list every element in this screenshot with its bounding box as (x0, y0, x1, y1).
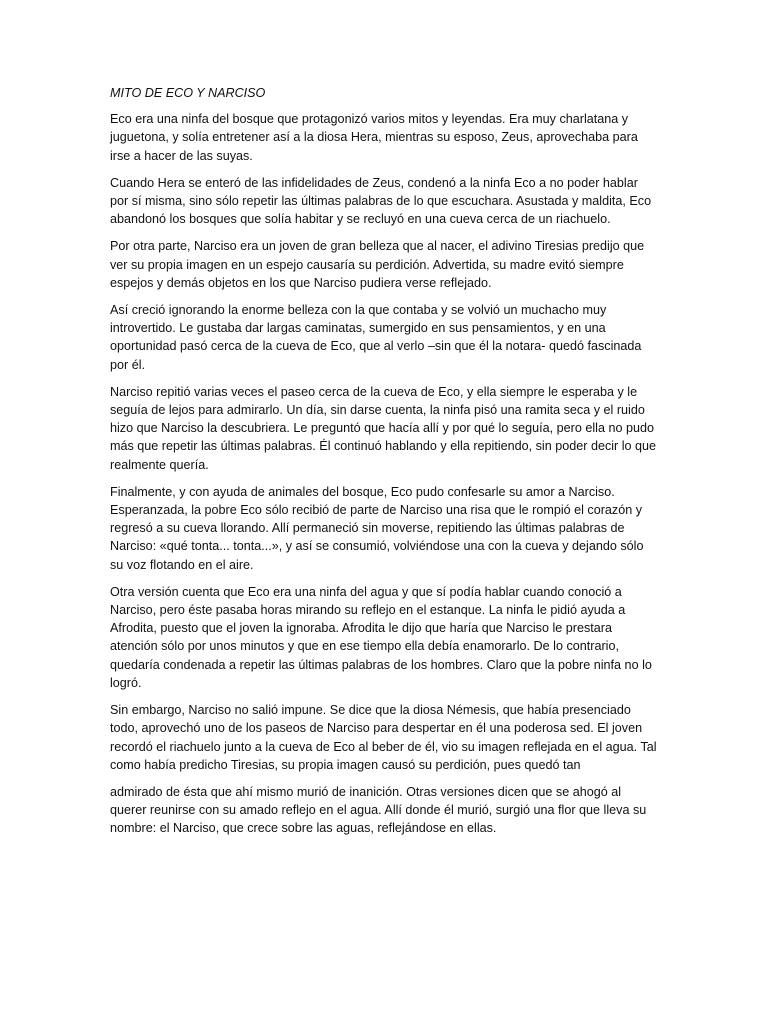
paragraph-8: Sin embargo, Narciso no salió impune. Se dice que la diosa Némesis, que había presenciado todo, aprovechó uno de los paseos de Narciso para despertar en él una poderosa sed. El joven recordó el riachuelo junto a la cueva de Eco al beber de él, vio su imagen reflejada en el agua. Tal como había predicho Tiresias, su propia imagen causó su perdición, pues quedó tan (110, 703, 657, 772)
paragraph-5: Narciso repitió varias veces el paseo cerca de la cueva de Eco, y ella siempre le esperaba y le seguía de lejos para admirarlo. Un día, sin darse cuenta, la ninfa pisó una ramita seca y el ruido hizo que Narciso la descubriera. Le preguntó que hacía allí y por qué lo seguía, pero ella no pudo más que repetir las últimas palabras. Él continuó hablando y ella repitiendo, sin poder decir lo que realmente quería. (110, 384, 657, 472)
paragraph-1: Eco era una ninfa del bosque que protagonizó varios mitos y leyendas. Era muy charlatana y juguetona, y solía entretener así a la diosa Hera, mientras su esposo, Zeus, aprovechaba para irse a hacer de las suyas. (110, 112, 638, 163)
paragraph-4: Así creció ignorando la enorme belleza con la que contaba y se volvió un muchacho muy introvertido. Le gustaba dar largas caminatas, sumergido en sus pensamientos, y en una oportunidad pasó cerca de la cueva de Eco, que al verlo –sin que él la notara- quedó fascinada por él. (110, 303, 642, 372)
document-title: MITO DE ECO Y NARCISO (110, 86, 266, 100)
paragraph-6: Finalmente, y con ayuda de animales del bosque, Eco pudo confesarle su amor a Narciso. Esperanzada, la pobre Eco sólo recibió de parte de Narciso una risa que le rompió el corazón y regresó a su cueva llorando. Allí permaneció sin moverse, repitiendo las últimas palabras de Narciso: «qué tonta... tonta...», y así se consumió, volviéndose una con la cueva y dejando sólo su voz flotando en el aire. (110, 484, 644, 572)
document-body (110, 84, 658, 847)
paragraph-7: Otra versión cuenta que Eco era una ninfa del agua y que sí podía hablar cuando conoció a Narciso, pero éste pasaba horas mirando su reflejo en el estanque. La ninfa le pidió ayuda a Afrodita, puesto que el joven la ignoraba. Afrodita le dijo que haría que Narciso le prestara atención sólo por unos minutos y que en ese tiempo ella debía enamorarlo. De lo contrario, quedaría condenada a repetir las últimas palabras de los hombres. Claro que la pobre ninfa no lo logró. (110, 584, 652, 690)
paragraph-2: Cuando Hera se enteró de las infidelidades de Zeus, condenó a la ninfa Eco a no poder hablar por sí misma, sino sólo repetir las últimas palabras de lo que escuchara. Asustada y maldita, Eco abandonó los bosques que solía habitar y se recluyó en una cueva cerca de un riachuelo. (110, 175, 652, 227)
paragraph-3: Por otra parte, Narciso era un joven de gran belleza que al nacer, el adivino Tiresias predijo que ver su propia imagen en un espejo causaría su perdición. Advertida, su madre evitó siempre espejos y demás objetos en los que Narciso pudiera verse reflejado. (110, 239, 645, 290)
paragraph-9: admirado de ésta que ahí mismo murió de inanición. Otras versiones dicen que se ahogó al querer reunirse con su amado reflejo en el agua. Allí donde él murió, surgió una flor que lleva su nombre: el Narciso, que crece sobre las aguas, reflejándose en ellas. (110, 784, 647, 836)
